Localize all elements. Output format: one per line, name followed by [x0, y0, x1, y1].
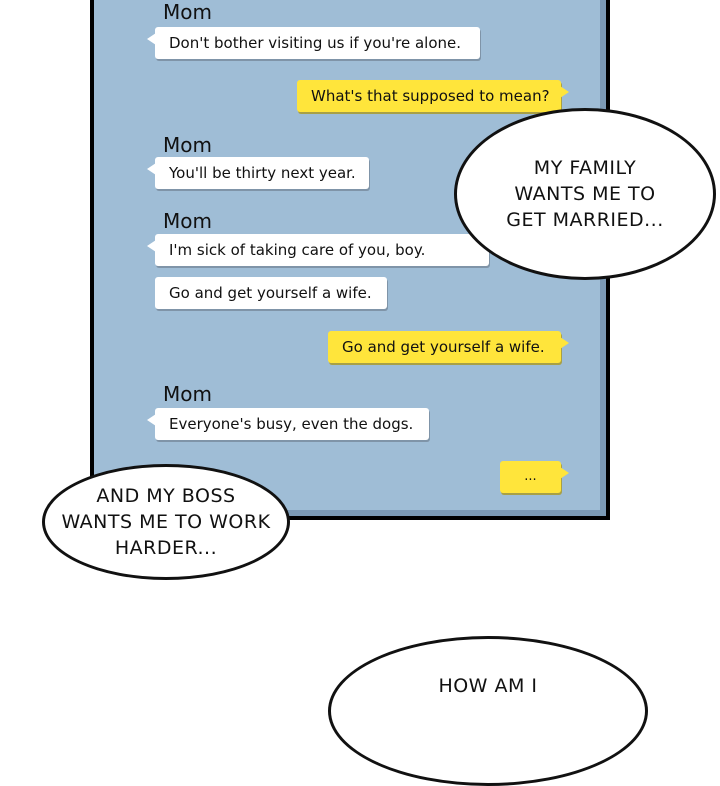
message-outgoing: Go and get yourself a wife.	[328, 331, 561, 363]
sender-name-mom: Mom	[163, 0, 212, 24]
speech-bubble-family	[454, 108, 716, 280]
speech-bubble-how	[328, 636, 648, 786]
sender-name-mom: Mom	[163, 209, 212, 233]
sender-name-mom: Mom	[163, 382, 212, 406]
message-incoming: Go and get yourself a wife.	[155, 277, 387, 309]
speech-text: MY FAMILY WANTS ME TO GET MARRIED...	[506, 157, 664, 231]
message-incoming: Everyone's busy, even the dogs.	[155, 408, 429, 440]
speech-text: AND MY BOSS WANTS ME TO WORK HARDER...	[61, 485, 271, 559]
sender-name-mom: Mom	[163, 133, 212, 157]
message-incoming: I'm sick of taking care of you, boy.	[155, 234, 489, 266]
message-outgoing: ...	[500, 461, 561, 493]
message-incoming: You'll be thirty next year.	[155, 157, 369, 189]
message-outgoing: What's that supposed to mean?	[297, 80, 561, 112]
speech-bubble-boss	[42, 464, 290, 580]
speech-text: HOW AM I	[438, 675, 538, 697]
message-incoming: Don't bother visiting us if you're alone.	[155, 27, 480, 59]
